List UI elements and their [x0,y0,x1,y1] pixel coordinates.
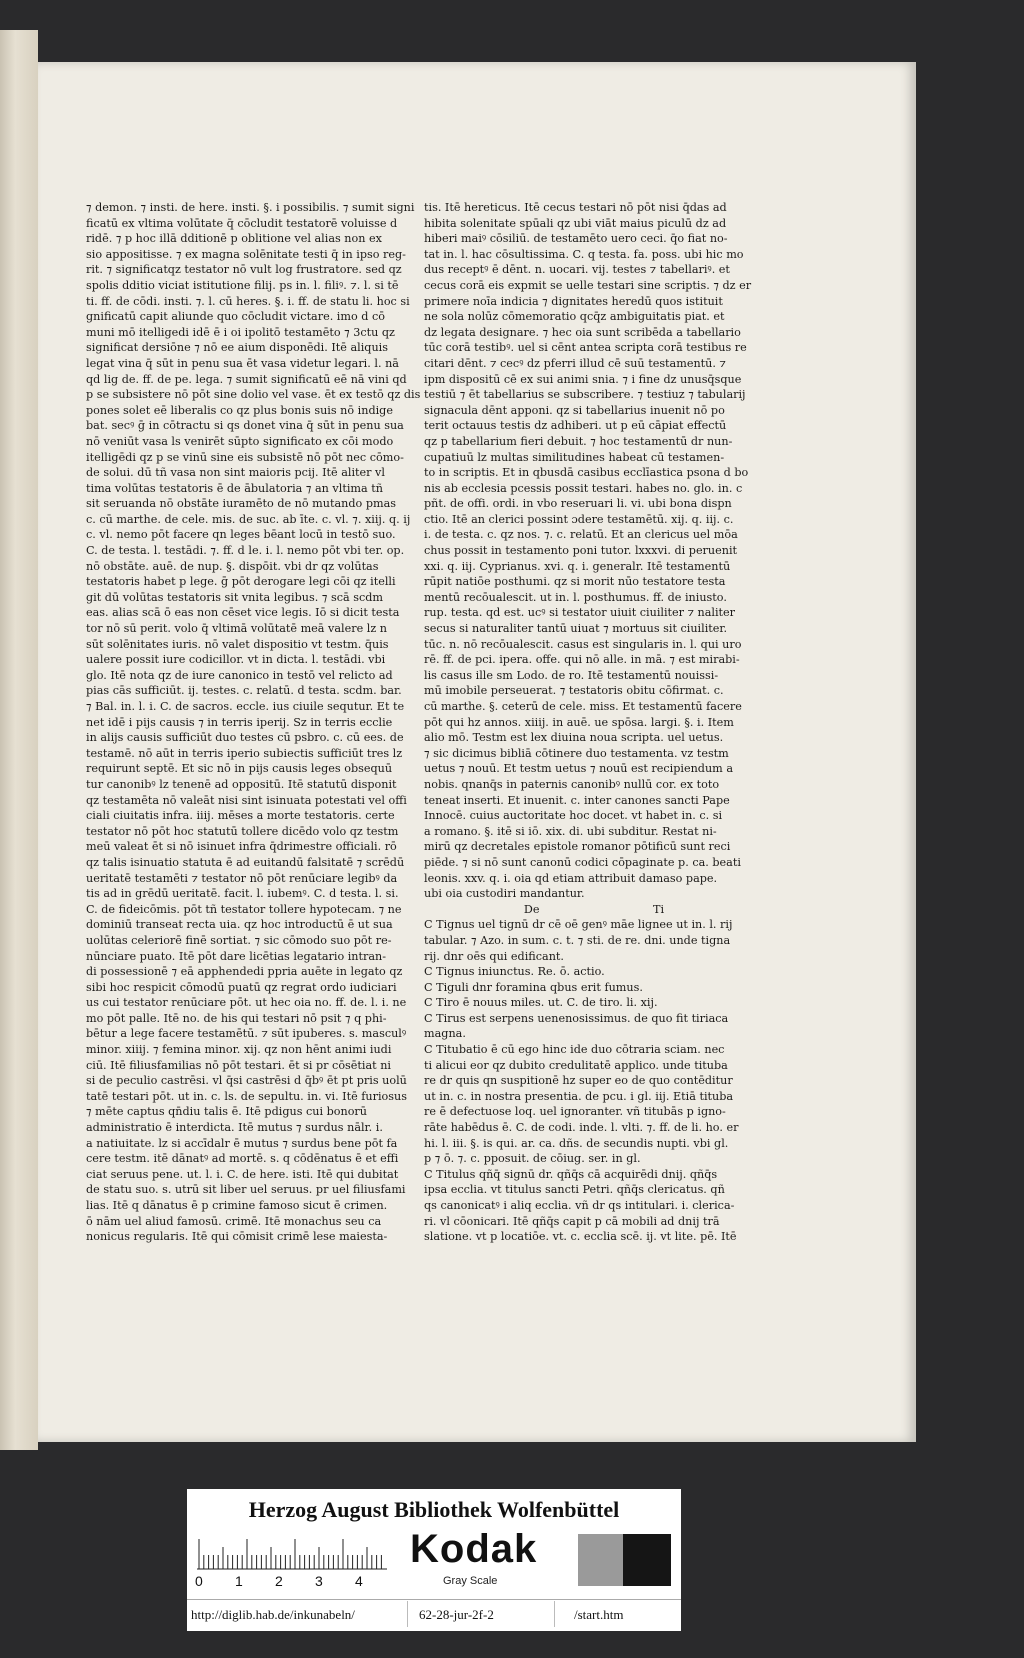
text-line: tis. Itē hereticus. Itē cecus testari nō pōt nisi q̄das ad [424,201,727,214]
shelfmark: 62-28-jur-2f-2 [419,1607,494,1622]
text-line: sio appositisse. ⁊ ex magna solēnitate testi q̄ in ipso reg- [86,247,406,261]
text-line: C. de testa. l. testādi. ⁊. ff. d le. i. l. nemo pōt vbi ter. op. [86,544,405,558]
text-line: secus si naturaliter tantū uiuat ⁊ mortuus sit ciuiliter. [424,622,728,636]
text-line: ne sola nolūz cōmemoratio qcq̄z ambiguitatis piat. et [424,310,725,324]
text-line: lias. Itē q dānatus ē p crimine famoso sicut ē crimen. [86,1199,388,1212]
text-line: minor. xiiij. ⁊ femina minor. xij. qz non hēnt animi iudi [86,1043,392,1057]
text-line: lis casus ille sm Lodo. de ro. Itē testamentū nouissi- [424,668,719,682]
text-line: nō veniūt vasa ls venirēt sūpto significato ex cōi modo [86,434,394,448]
text-line: ⁊ Bal. in. l. i. C. de sacros. eccle. ius ciuile sequtur. Et te [86,700,405,713]
digital-library-url: http://diglib.hab.de/inkunabeln/ [191,1607,355,1622]
text-line: C. de fideicōmis. pōt tñ testator tollere hypotecam. ⁊ ne [86,902,402,916]
text-line: dz legata designare. ⁊ hec oia sunt scribēda a tabellario [424,325,741,339]
text-line: testatoris habet p lege. ḡ pōt derogare legi cōi qz itelli [86,575,396,589]
footer-divider [554,1601,555,1627]
text-line: mū imobile perseuerat. ⁊ testatoris obitu cōfirmat. c. [424,684,724,698]
entry-line: tabular. ⁊ Azo. in sum. c. t. ⁊ sti. de re. dni. unde tigna [424,933,731,947]
text-line: ciat seruus pene. ut. l. i. C. de here. isti. Itē qui dubitat [86,1167,399,1181]
text-line: qz testamēta nō valeāt nisi sint isinuata potestati vel offi [86,793,407,807]
text-line: de statu suo. s. utrū sit liber uel seruus. pr uel filiusfami [86,1183,406,1197]
text-line: bat. secꝰ ḡ in cōtractu si qs donet vina q̄ sūt in penu sua [86,419,404,433]
text-line: primere noīa indicia ⁊ dignitates heredū quos istituit [424,294,723,308]
text-line: ualere possit iure codicillor. vt in dicta. l. testādi. vbi [86,653,386,667]
text-line: ficatū ex vltima volūtate q̄ cōcludit testatorē voluisse d [86,216,398,230]
text-line: terit octauus testis dz adhiberi. ut p eū cāpiat effectū [424,419,727,433]
start-link: /start.htm [574,1607,624,1622]
text-line: rup. testa. qd est. ucꝰ si testator uiuit ciuiliter ⁊ naliter [424,606,736,620]
ruler-number: 0 [195,1573,203,1589]
text-line: sit seruanda nō obstāte iuramēto de nō mutando pmas [86,497,396,511]
entry-line: ti alicui eor qz dubito credulitatē applico. unde tituba [424,1058,728,1072]
left-text-column [86,200,428,1245]
text-line: nonicus regularis. Itē qui cōmisit crimē lese maiesta- [86,1230,388,1244]
text-line: ciali ciuitatis infra. iiij. mēses a morte testatoris. certe [86,809,395,823]
text-line: sūt solēnitates iuris. nō valet dispositio vt testm. q̄uis [86,637,389,651]
entry-line: C Titulus qñq̄ signū dr. qñq̄s cā acquirēdi dnij. qñq̄s [424,1167,718,1181]
text-line: bētur a lege facere testamētū. ⁊ sūt ipuberes. s. masculꝰ [86,1027,407,1041]
ruler-number: 1 [235,1573,243,1589]
text-line: rūpit natiōe posthumi. qz si morit nūo testatore testa [424,575,726,589]
entry-line: ipsa ecclia. vt titulus sancti Petri. qñq̄s clericatus. qñ [424,1183,725,1197]
right-text-column [424,200,764,1245]
entry-line: re ē defectuose loq. uel ignoranter. vñ titubās p igno- [424,1105,726,1119]
entry-line: p ⁊ ō. ⁊. c. pposuit. de cōiug. ser. in gl. [424,1152,641,1166]
text-line: ridē. ⁊ p hoc illā dditionē p oblitione vel alias non ex [86,232,382,246]
text-line: ctio. Itē an clerici possint ɔdere testamētū. xij. q. iij. c. [424,512,734,526]
text-line: uetus ⁊ nouū. Et testm uetus ⁊ nouū est recipiendum a [424,762,733,776]
text-line: ⁊ demon. ⁊ insti. de here. insti. §. i possibilis. ⁊ sumit signi [86,201,415,214]
text-line: a romano. §. itē si iō. xix. di. ubi subditur. Restat ni- [424,824,717,838]
ruler-number: 3 [315,1573,323,1589]
text-line: ti. ff. de cōdi. insti. ⁊. l. cū heres. §. i. ff. de statu li. hoc si [86,294,410,308]
text-line: i. de testa. c. qz nos. ⁊. c. relatū. Et an clericus uel mōa [424,528,738,542]
text-line: nobis. qnanq̄s in paternis canonibꝰ nullū cor. ex toto [424,777,720,791]
ruler-number: 2 [275,1573,283,1589]
text-line: signacula dēnt apponi. qz si tabellarius inuenit nō po [424,403,725,417]
text-line: in alijs causis sufficiūt duo testes cū psbro. c. cū ees. de [86,731,404,745]
text-line: us cui testator renūciare pōt. ut hec oia no. ff. de. l. i. ne [86,996,407,1010]
measurement-ruler [197,1536,387,1570]
entry-line: ut in. c. in nostra presentia. de pcu. i gl. iij. Etiā tituba [424,1089,734,1103]
text-line: tis ad in grēdū ueritatē. facit. l. iubemꝰ. C. d testa. l. si. [86,887,399,901]
text-line: ueritatē testamēti ⁊ testator nō pōt renūciare legibꝰ da [86,871,398,885]
text-line: nūnciare puato. Itē pōt dare licētias legatario intran- [86,949,387,963]
text-line: chus possit in testamento poni tutor. lxxxvi. di peruenit [424,544,738,558]
gray-swatch [578,1534,623,1586]
text-line: alio mō. Testm est lex diuina noua scripta. uel uetus. [424,731,724,745]
entry-line: qs canonicatꝰ i aliq ecclia. vñ dr qs intitulari. i. clerica- [424,1199,735,1212]
text-line: a natiuitate. lz si accīdalr ē mutus ⁊ surdus bene pōt fa [86,1136,398,1150]
ruler-number: 4 [355,1573,363,1589]
text-line: de solui. dū tñ vasa non sint maioris pcij. Itē aliter vl [86,466,385,480]
text-line: si de peculio castrēsi. vl q̄si castrēsi d q̄bꝰ ēt pt pris uolū [86,1074,407,1088]
text-line: teneat inserti. Et inuenit. c. inter canones sancti Pape [424,793,730,807]
text-line: meū valeat ēt si nō isinuet infra q̄drimestre officiali. rō [86,840,397,854]
entry-line: C Tiguli dnr foramina qbus erit fumus. [424,980,643,994]
text-line: c. cū marthe. de cele. mis. de suc. ab īte. c. vl. ⁊. xiij. q. ij [86,512,411,526]
text-line: cecus corā eis expmit se uelle testari sine scriptis. ⁊ dz er [424,278,752,292]
entry-line: re dr quis qn suspitionē hz super eo de quo contēditur [424,1074,733,1088]
ruler-numbers [195,1573,405,1589]
text-line: pones solet eē liberalis co qz plus bonis suis nō indige [86,403,393,417]
text-line: dominiū transeat recta uia. qz hoc introductū ē ut sua [86,918,393,932]
text-line: rit. ⁊ significatqz testator nō vult log frustratore. sed qz [86,263,402,277]
adjacent-page-edge [0,30,38,1450]
text-line: qz p tabellarium fieri debuit. ⁊ hoc testamentū dr nun- [424,434,733,448]
text-line: ⁊ sic dicimus bibliā cōtinere duo testamenta. vz testm [424,746,729,760]
text-line: sibi hoc respicit cōmodū puatū qz regrat ordo iudiciari [86,980,397,994]
text-line: ubi oia custodiri mandantur. [424,887,585,901]
text-line: qz talis isinuatio statuta ē ad euitandū falsitatē ⁊ scrēdū [86,855,405,869]
text-line: hiberi maiꝰ cōsiliū. de testamēto uero ceci. q̄o fiat no- [424,232,728,246]
text-line: mentū recōualescit. ut in. l. posthumus. ff. de iniusto. [424,590,727,604]
right-column-body [424,200,764,902]
entry-line: C Tignus iniunctus. Re. ō. actio. [424,965,605,979]
black-swatch [623,1534,671,1586]
text-line: glo. Itē nota qz de iure canonico in testō vel relicto ad [86,668,393,682]
entry-line: slatione. vt p locatiōe. vt. c. ecclia scē. ij. vt lite. pē. Itē [424,1230,737,1244]
text-line: tor nō sū perit. volo q̄ vltimā volūtatē meā valere lz n [86,622,387,636]
text-line: piēde. ⁊ si nō sunt canonū codici cōpaginate p. ca. beati [424,855,741,869]
text-line: significat dersiōne ⁊ nō ee aium disponēdi. Itē aliquis [86,341,388,355]
text-line: testator nō pōt hoc statutū tollere dicēdo volo qz testm [86,824,399,838]
text-line: testiū ⁊ ēt tabellarius se subscribere. ⁊ testiuz ⁊ tabularij [424,388,746,402]
text-line: qd lig de. ff. de pe. lega. ⁊ sumit significatū eē nā vini qd [86,372,407,386]
text-line: mirū qz decretales epistole romanor pōtificū sunt reci [424,840,731,854]
section-heading: De Ti [523,902,665,916]
footer-divider [407,1601,408,1627]
text-line: git dū volūtas testatoris sit vnita legibus. ⁊ scā scdm [86,590,383,604]
text-line: pñt. de offi. ordi. in vbo reseruari li. vi. ubi bona dispn [424,497,732,511]
text-line: spolis dditio viciat istitutione filij. ps in. l. filiꝰ. ⁊. l. si tē [86,278,399,292]
text-line: eas. alias scā ō eas non cēset vice legis. Iō si dicit testa [86,606,400,620]
text-line: cere testm. itē dānatꝰ ad mortē. s. q cōdēnatus ē et effi [86,1152,399,1166]
entry-line: C Tignus uel tignū dr cē oē genꝰ māe lignee ut in. l. rij [424,918,733,932]
text-line: rē. ff. de pci. ipera. offe. qui nō alle. in mā. ⁊ est mirabi- [424,653,740,667]
entry-line: C Titubatio ē cū ego hinc ide duo cōtraria sciam. nec [424,1043,725,1057]
text-line: net idē i pijs causis ⁊ in terris iperij. Sz in terris ecclie [86,715,393,729]
text-line: tat in. l. hac cōsultissima. C. q testa. fa. poss. ubi hic mo [424,247,744,261]
text-line: p se subsistere nō pōt sine dolio vel vase. ēt ex testō qz dis [86,388,421,402]
text-line: hibita solenitate spūali qz ubi viāt maius piculū dz ad [424,216,727,230]
library-title: Herzog August Bibliothek Wolfenbüttel [248,1497,620,1522]
entry-line: C Tiro ē nouus miles. ut. C. de tiro. li. xij. [424,996,658,1010]
text-line: tima volūtas testatoris ē de ābulatoria ⁊ an vltima tñ [86,481,383,495]
text-line: nō obstāte. auē. de nup. §. dispōit. vbi dr qz volūtas [86,559,379,573]
text-line: muni mō itelligedi idē ē i oi ipolitō testamēto ⁊ 3ctu qz [86,325,395,339]
text-line: di possessionē ⁊ eā apphendedi ppria auēte in legato qz [86,965,403,979]
entry-line: rij. dnr oēs qui edificant. [424,949,564,963]
text-line: tatē testari pōt. ut in. c. ls. de sepultu. in. vi. Itē furiosus [86,1089,407,1103]
entry-line: ri. vl cōonicari. Itē qñq̄s capit p cā mobili ad dnij trā [424,1214,720,1228]
text-line: leonis. xxv. q. i. oia qd etiam attribuit damaso pape. [424,871,718,885]
text-line: tūc. n. nō recōualescit. casus est singularis in. l. qui uro [424,637,742,651]
gray-scale-label: Gray Scale [443,1575,498,1587]
text-line: itelligēdi qz p se vinū sine eis subsistē nō pōt nec cōmo- [86,450,404,464]
text-line: uolūtas celeriorē finē sortiat. ⁊ sic cōmodo suo pōt re- [86,933,392,947]
text-line: testamē. nō aūt in terris iperio subiectis sufficiūt tres lz [86,746,403,760]
text-line: ciū. Itē filiusfamilias nō pōt testari. ēt si pr cōsētiat ni [86,1058,392,1072]
text-line: nis ab ecclesia pcessis possit testari. habes no. glo. in. c [424,481,743,495]
text-line: c. vl. nemo pōt facere qn leges bēant locū in testō suo. [86,528,396,542]
text-line: requirunt septē. Et sic nō in pijs causis leges obsequū [86,762,393,776]
entry-line: rāte habēdus ē. C. de codi. inde. l. vlti. ⁊. ff. de li. ho. er [424,1121,739,1135]
text-line: xxi. q. iij. Cyprianus. xvi. q. i. generalr. Itē testamentū [424,559,731,573]
text-line: cū marthe. §. ceterū de cele. miss. Et testamentū facere [424,700,742,713]
text-line: citari dēnt. ⁊ cecꝰ dz pferri illud cē suū testamentū. ⁊ [424,356,726,370]
text-line: gnificatū capit aliunde quo cōcludit victare. imo d cō [86,310,386,324]
text-line: ipm dispositū cē ex sui animi snia. ⁊ i fine dz unusq̄sque [424,372,742,386]
text-line: mo pōt palle. Itē no. de his qui testari nō psit ⁊ q phi- [86,1011,387,1025]
text-line: ⁊ mēte captus qn̄diu talis ē. Itē pdigus cui bonorū [86,1105,367,1119]
text-line: pōt qui hz annos. xiiij. in auē. ue spōsa. largi. §. i. Item [424,715,734,729]
color-target-card [187,1489,681,1631]
text-line: ō nām uel aliud famosū. crimē. Itē monachus seu ca [86,1214,382,1228]
text-line: tur canonibꝰ lz tenenē ad oppositū. Itē statutū disponit [86,777,397,791]
entry-line: C Tirus est serpens uenenosissimus. de quo fit tiriaca [424,1011,729,1025]
target-footer [187,1599,681,1630]
text-line: pias cās sufficiūt. ij. testes. c. relatū. d testa. scdm. bar. [86,684,402,698]
entry-line: hi. l. iii. §. is qui. ar. ca. dñs. de secundis nupti. vbi gl. [424,1136,729,1150]
dictionary-entries [424,917,764,1244]
entry-line: magna. [424,1027,466,1041]
text-line: Innocē. cuius auctoritate hoc docet. vt habet in. c. si [424,809,723,823]
text-line: administratio ē interdicta. Itē mutus ⁊ surdus nālr. i. [86,1121,383,1135]
text-line: to in scriptis. Et in qbusdā casibus ecclīastica psona d bo [424,466,749,480]
text-line: legat vina q̄ sūt in penu sua ēt vasa videtur legari. l. nā [86,356,399,370]
text-line: tūc corā testibꝰ. uel si cēnt antea scripta corā testibus re [424,341,747,355]
document-page [38,62,916,1442]
text-line: dus receptꝰ ē dēnt. n. uocari. vij. testes ⁊ tabellariꝰ. et [424,263,730,277]
kodak-logo: Kodak [410,1527,538,1571]
text-line: cupatiuū lz multas similitudines habeat cū testamen- [424,450,725,464]
